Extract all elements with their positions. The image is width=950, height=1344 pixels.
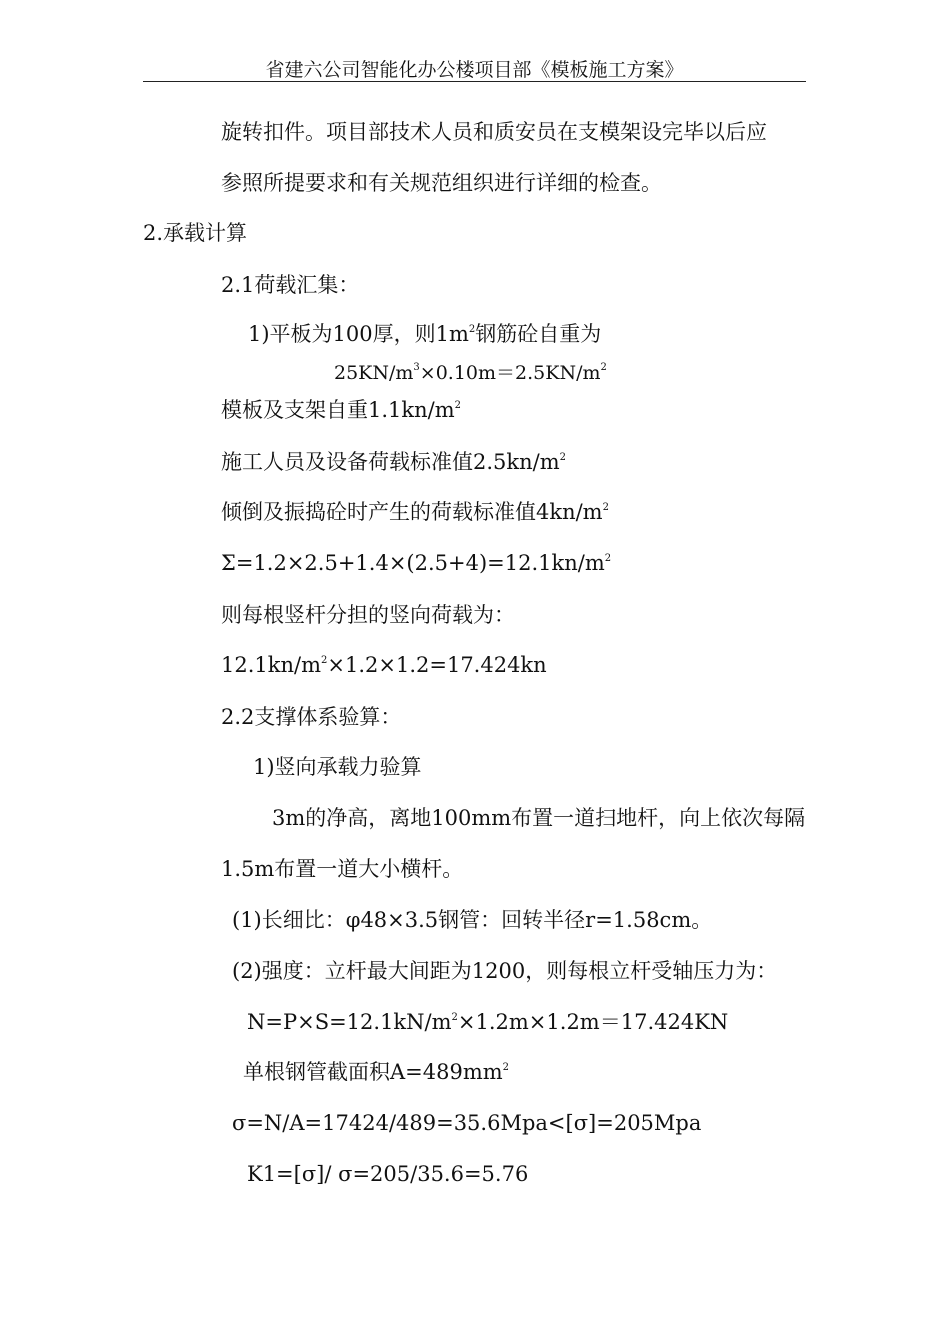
formula-line: K1=[σ]/ σ=205/35.6=5.76 (247, 1162, 529, 1186)
item-heading: 1)竖向承载力验算 (253, 755, 422, 779)
formula-line (247, 1009, 728, 1035)
page-header: 省建六公司智能化办公楼项目部《模板施工方案》 (265, 59, 684, 81)
text-segment: N=P×S=12.1kN/m (247, 1010, 452, 1034)
formula-line (221, 652, 547, 678)
header-rule (143, 81, 806, 82)
text-segment: ×1.2×1.2=17.424kn (327, 653, 547, 677)
superscript: 3 (413, 362, 420, 373)
superscript: 2 (451, 1012, 458, 1023)
formula-line (243, 1059, 509, 1085)
formula-line (248, 321, 601, 347)
superscript: 2 (502, 1062, 510, 1073)
text-segment: 25KN/m (334, 362, 414, 384)
text-segment: 倾倒及振捣砼时产生的荷载标准值4kn/m (221, 500, 603, 524)
text-segment: Σ=1.2×2.5+1.4×(2.5+4)=12.1kn/m (221, 551, 605, 575)
formula-line (221, 550, 611, 576)
text-segment: 施工人员及设备荷载标准值2.5kn/m (221, 450, 560, 474)
text-segment: 1)平板为100厚，则1m (248, 322, 469, 346)
list-item: (1)长细比：φ48×3.5钢管：回转半径r=1.58cm。 (232, 908, 713, 932)
paragraph-line: 3m的净高，离地100mm布置一道扫地杆，向上依次每隔 (272, 806, 806, 830)
superscript: 2 (602, 502, 609, 513)
load-line (221, 397, 461, 423)
text-segment: ×1.2m×1.2m＝17.424KN (457, 1010, 729, 1034)
superscript: 2 (468, 324, 476, 335)
superscript: 2 (454, 400, 462, 411)
list-item: (2)强度：立杆最大间距为1200，则每根立杆受轴压力为： (232, 959, 778, 983)
paragraph-line: 则每根竖杆分担的竖向荷载为： (221, 603, 515, 627)
superscript: 2 (559, 452, 567, 463)
paragraph-line: 1.5m布置一道大小横杆。 (221, 857, 464, 881)
text-segment: 单根钢管截面积A=489mm (243, 1060, 503, 1084)
superscript: 2 (321, 655, 328, 666)
paragraph-line: 旋转扣件。项目部技术人员和质安员在支模架设完毕以后应 (221, 120, 767, 144)
subsection-heading: 2.1荷载汇集： (221, 273, 360, 297)
text-segment: 钢筋砼自重为 (475, 322, 602, 346)
text-segment: 模板及支架自重1.1kn/m (221, 398, 455, 422)
superscript: 2 (600, 362, 607, 373)
superscript: 2 (604, 553, 612, 564)
paragraph-line: 参照所提要求和有关规范组织进行详细的检查。 (221, 171, 662, 195)
formula-line: σ=N/A=17424/489=35.6Mpa<[σ]=205Mpa (232, 1111, 702, 1135)
load-line (221, 449, 566, 475)
load-line (221, 499, 609, 525)
text-segment: ×0.10m＝2.5KN/m (419, 362, 601, 384)
subsection-heading: 2.2支撑体系验算： (221, 705, 402, 729)
formula-line (334, 360, 607, 386)
text-segment: 12.1kn/m (221, 653, 321, 677)
section-heading: 2.承载计算 (143, 221, 248, 245)
